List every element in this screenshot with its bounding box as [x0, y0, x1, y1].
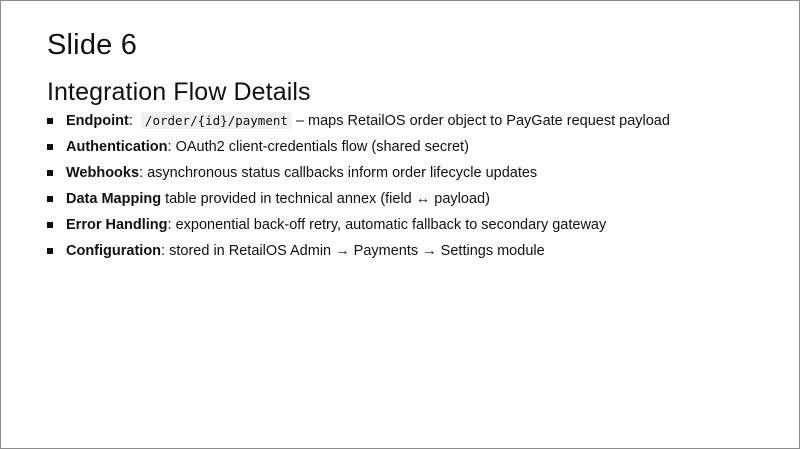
bullet-item-authentication — [47, 137, 670, 163]
bullet-text: table provided in technical annex (field ↔ payload) — [165, 191, 490, 207]
bullet-separator: : — [161, 243, 170, 259]
bullet-term: Webhooks — [66, 165, 140, 181]
bullet-text: asynchronous status callbacks inform order lifecycle updates — [147, 165, 538, 181]
bullet-term: Error Handling — [66, 217, 168, 233]
bullet-separator: : — [167, 217, 176, 233]
square-bullet-icon — [47, 248, 53, 254]
slide-title: Integration Flow Details — [47, 78, 311, 106]
bullet-separator: : — [139, 165, 148, 181]
bullet-item-data-mapping — [47, 189, 670, 215]
square-bullet-icon — [47, 144, 53, 150]
square-bullet-icon — [47, 118, 53, 124]
bullet-text: exponential back-off retry, automatic fallback to secondary gateway — [175, 217, 607, 233]
bullet-term: Data Mapping — [66, 191, 162, 207]
bullet-item-webhooks — [47, 163, 670, 189]
endpoint-code: /order/{id}/payment — [141, 112, 292, 129]
bullet-separator: : — [167, 139, 176, 155]
bullet-term: Endpoint — [66, 113, 129, 129]
bullet-text: – maps RetailOS order object to PayGate request payload — [291, 113, 670, 129]
square-bullet-icon — [47, 170, 53, 176]
slide-number-label: Slide 6 — [47, 29, 138, 61]
bullet-item-error-handling — [47, 215, 670, 241]
bullet-item-configuration — [47, 241, 670, 267]
bullet-separator: : — [128, 113, 141, 129]
bullet-text: OAuth2 client-credentials flow (shared secret) — [175, 139, 469, 155]
bullet-list — [47, 111, 670, 267]
bullet-term: Configuration — [66, 243, 162, 259]
bullet-item-endpoint — [47, 111, 670, 137]
bullet-text: stored in RetailOS Admin → Payments → Settings module — [169, 243, 545, 259]
square-bullet-icon — [47, 196, 53, 202]
bullet-term: Authentication — [66, 139, 168, 155]
square-bullet-icon — [47, 222, 53, 228]
